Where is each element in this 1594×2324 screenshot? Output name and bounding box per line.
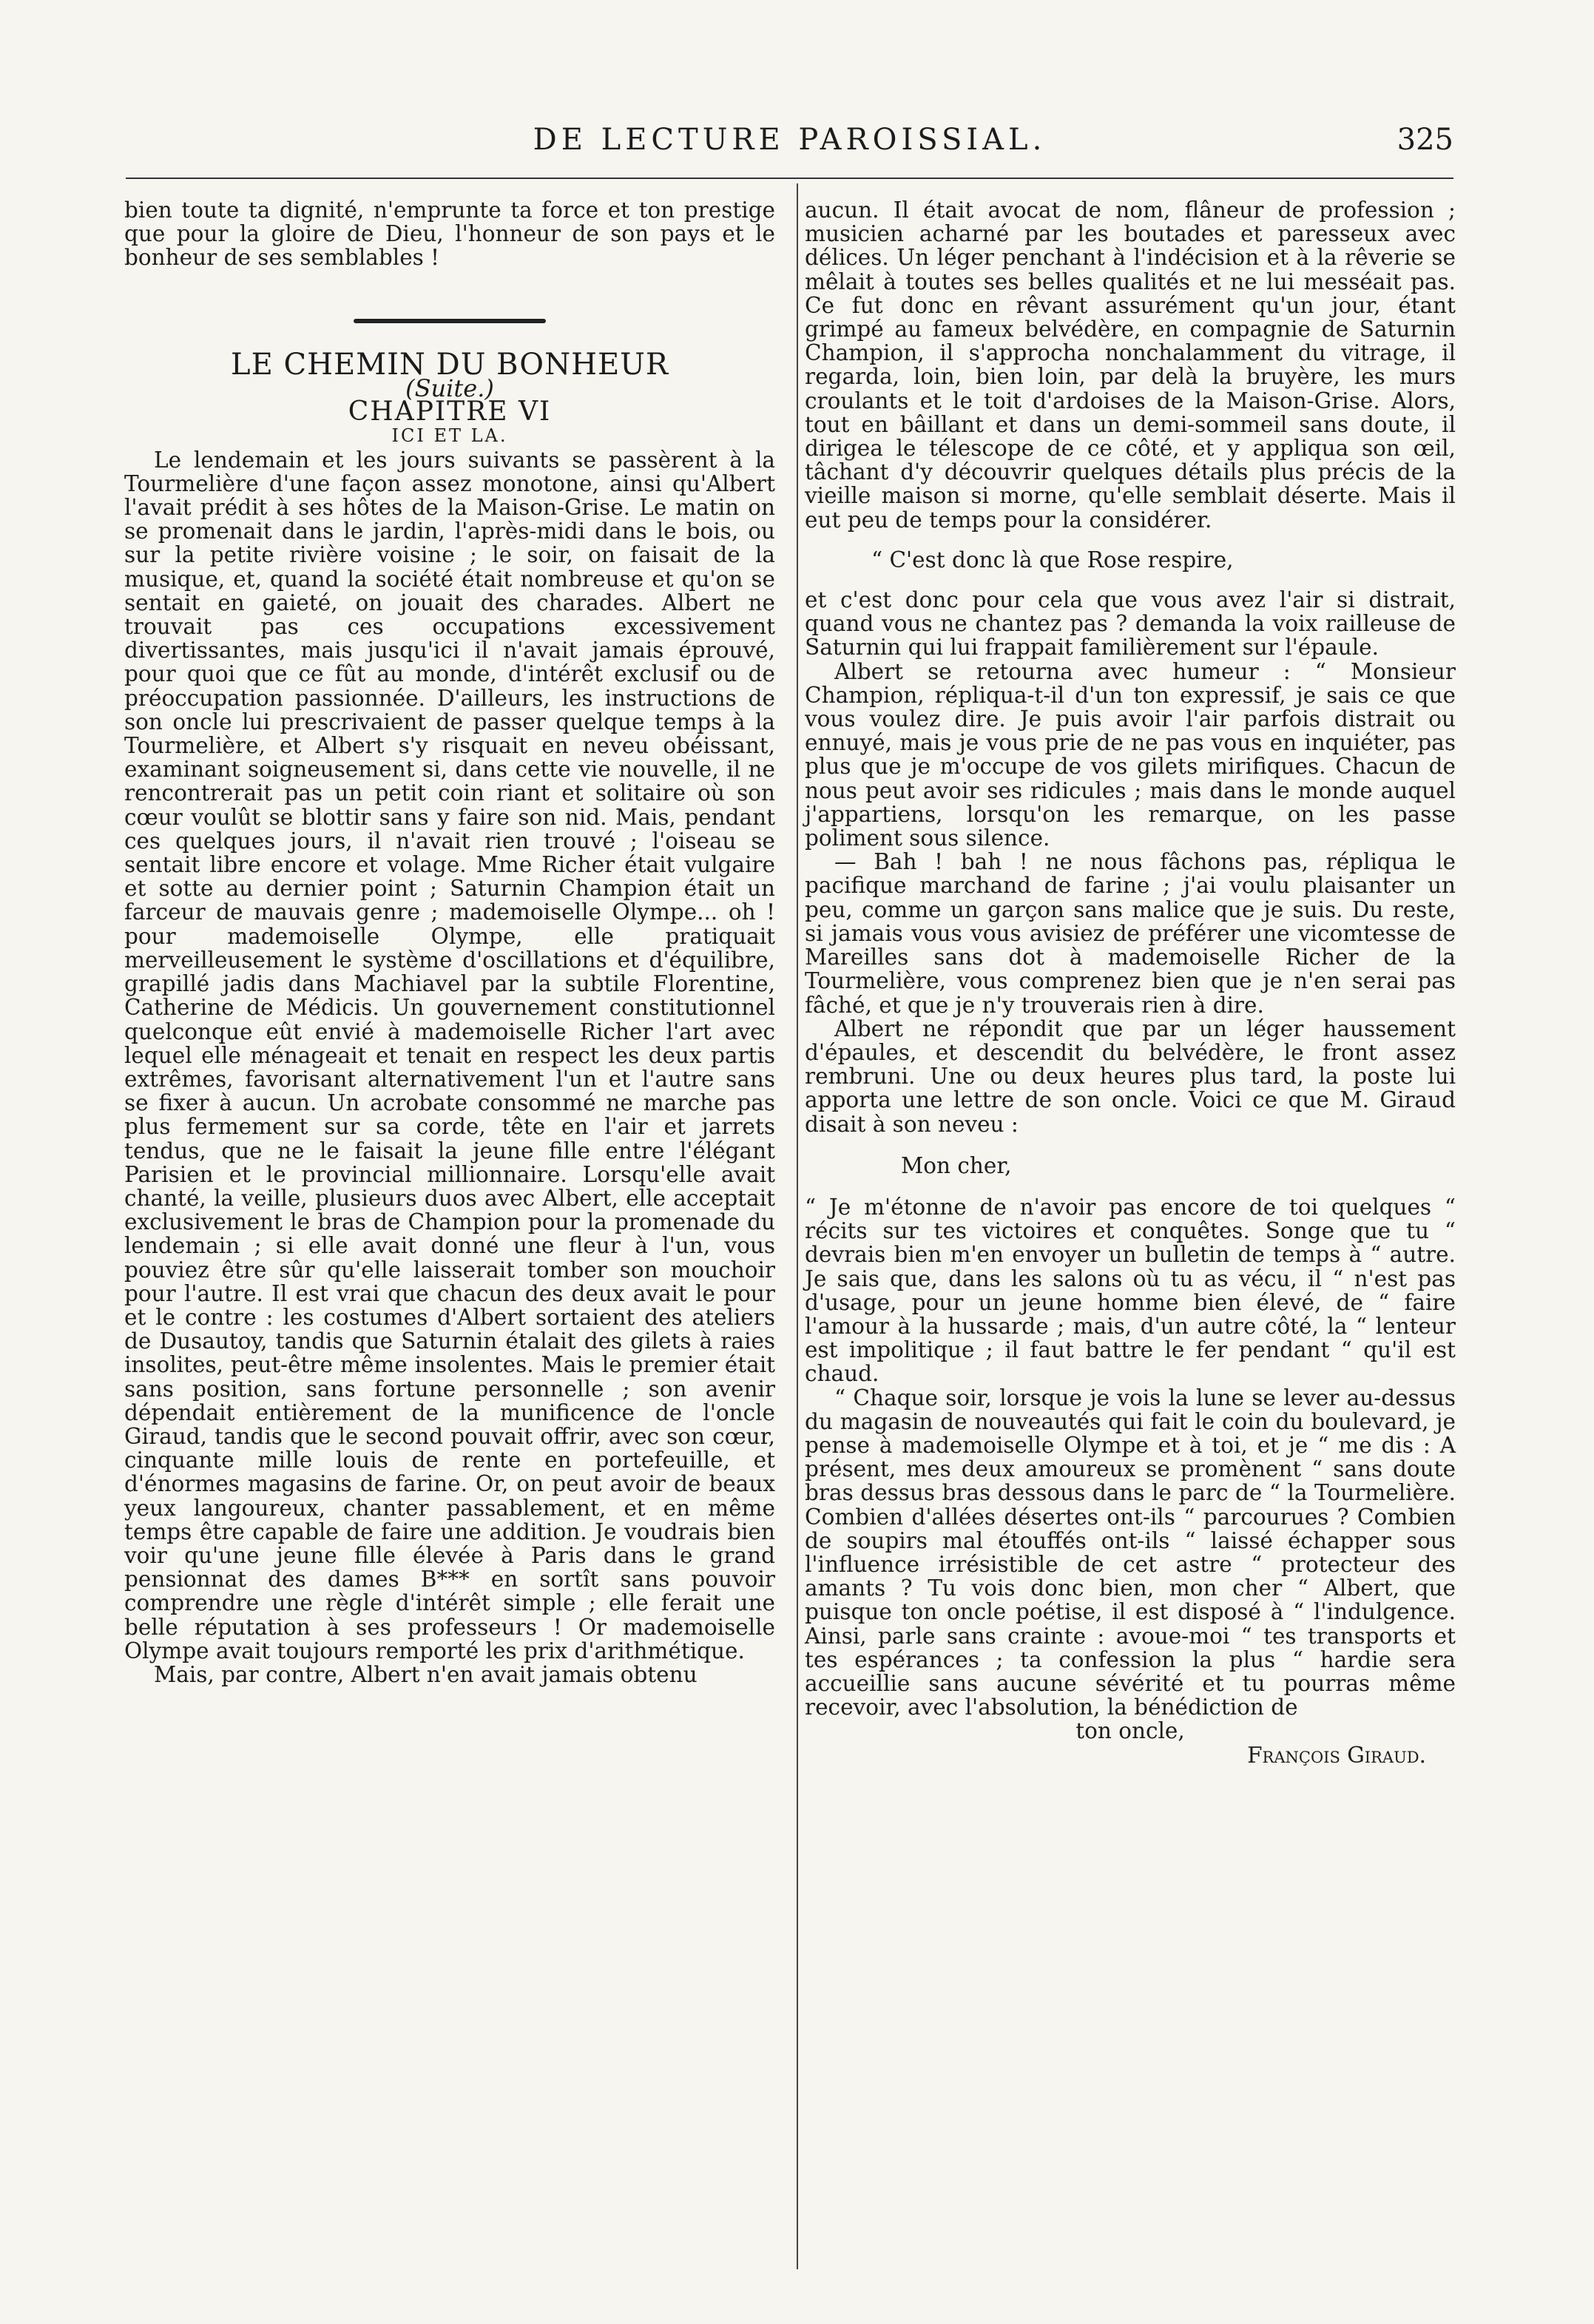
body-paragraph: Mais, par contre, Albert n'en avait jamais obtenu <box>154 1661 698 1687</box>
letter-paragraph: “ Je m'étonne de n'avoir pas encore de toi quelques “ récits sur tes victoires et conquêtes. Songe que tu “ devrais bien m'en envoyer un bulletin de temps à “ autre. Je sais que, dans les salons où tu as vécu, il “ n'est pas d'usage, pour un jeune homme bien élevé, de “ faire l'amour à la hussarde ; mais, d'un autre côté, la “ lenteur est impolitique ; il faut battre le fer pendant “ qu'il est chaud. <box>805 1194 1456 1387</box>
body-paragraph: Albert ne répondit que par un léger haussement d'épaules, et descendit du belvédère, le front assez rembruni. Une ou deux heures plus tard, la poste lui apporta une lettre de son oncle. Voici ce que M. Giraud disait à son neveu : <box>805 1016 1456 1137</box>
body-paragraph: Le lendemain et les jours suivants se passèrent à la Tourmelière d'une façon assez monotone, ainsi qu'Albert l'avait prédit à ses hôtes de la Maison-Grise. Le matin on se promenait dans le jardin, l'après-midi dans le bois, ou sur la petite rivière voisine ; le soir, on faisait de la musique, et, quand la société était nombreuse et qu'on se sentait en gaieté, on jouait des charades. Albert ne trouvait pas ces occupations excessivement divertissantes, mais jusqu'ici il n'avait jamais éprouvé, pour quoi que ce fût au monde, d'intérêt exclusif ou de préoccupation passionnée. D'ailleurs, les instructions de son oncle lui prescrivaient de passer quelque temps à la Tourmelière, et Albert s'y risquait en neveu obéissant, examinant soigneusement si, dans cette vie nouvelle, il ne rencontrerait pas un petit coin riant et solitaire où son cœur voulût se blottir sans y faire son nid. Mais, pendant ces quelques jours, il n'avait rien trouvé ; l'oiseau se sentait libre encore et volage. Mme Richer était vulgaire et sotte au dernier point ; Saturnin Champion était un farceur de mauvais genre ; mademoiselle Olympe... oh ! pour mademoiselle Olympe, elle pratiquait merveilleusement le système d'oscillations et d'équilibre, grapillé jadis dans Machiavel par la subtile Florentine, Catherine de Médicis. Un gouvernement constitutionnel quelconque eût envié à mademoiselle Richer l'art avec lequel elle ménageait et tenait en respect les deux partis extrêmes, favorisant alternativement l'un et l'autre sans se fixer à aucun. Un acrobate consommé ne marche pas plus fermement sur sa corde, tête en l'air et jarrets tendus, que ne le faisait la jeune fille entre l'élégant Parisien et le provincial millionnaire. Lorsqu'elle avait chanté, la veille, plusieurs duos avec Albert, elle acceptait exclusivement le bras de Champion pour la promenade du lendemain ; si elle avait donné une fleur à l'un, vous pouviez être sûr qu'elle laisserait tomber son mouchoir pour l'autre. Il est vrai que chacun des deux avait le pour et le contre : les costumes d'Albert sortaient des ateliers de Dusautoy, tandis que Saturnin étalait des gilets à raies insolites, peut-être même insolentes. Mais le premier était sans position, sans fortune personnelle ; son avenir dépendait entièrement de la munificence de l'oncle Giraud, tandis que le second pouvait offrir, avec son cœur, cinquante mille louis de rente en portefeuille, et d'énormes magasins de farine. Or, on peut avoir de beaux yeux langoureux, chanter passablement, et en même temps être capable de faire une addition. Je voudrais bien voir qu'une jeune fille élevée à Paris dans le grand pensionnat des dames B*** en sortît sans pouvoir comprendre une règle d'intérêt simple ; elle ferait une belle réputation à ses professeurs ! Or mademoiselle Olympe avait toujours remporté les prix d'arithmétique. <box>124 447 775 1663</box>
page-header <box>126 118 1453 163</box>
body-paragraph: Albert se retourna avec humeur : “ Monsieur Champion, répliqua-t-il d'un ton expressif, je sais ce que vous voulez dire. Je puis avoir l'air parfois distrait ou ennuyé, mais je vous prie de ne pas vous en inquiéter, pas plus que je m'occupe de vos gilets mirifiques. Chacun de nous peut avoir ses ridicules ; mais dans le monde auquel j'appartiens, lorsqu'on les remarque, on les passe poliment sous silence. <box>805 658 1456 851</box>
header-rule <box>126 178 1453 179</box>
suite-label: (Suite.) <box>405 374 494 403</box>
body-paragraph: — Bah ! bah ! ne nous fâchons pas, répliqua le pacifique marchand de farine ; j'ai voulu plaisanter un peu, comme un garçon sans malice que je suis. Du reste, si jamais vous vous avisiez de préférer une vicomtesse de Mareilles sans dot à mademoiselle Richer de la Tourmelière, vous comprenez bien que je n'en serai pas fâché, et que je n'y trouverais rien à dire. <box>805 849 1456 1018</box>
letter-paragraph: “ Chaque soir, lorsque je vois la lune se lever au-dessus du magasin de nouveautés qui fait le coin du boulevard, je pense à mademoiselle Olympe et à toi, et je “ me dis : A présent, mes deux amoureux se promènent “ sans doute bras dessus bras dessous dans le parc de “ la Tourmelière. Combien d'allées désertes ont-ils “ parcourues ? Combien de soupirs mal étouffés ont-ils “ laissé échapper sous l'influence irrésistible de cet astre “ protecteur des amants ? Tu vois donc bien, mon cher “ Albert, que puisque ton oncle poétise, il est disposé à “ l'indulgence. Ainsi, parle sans crainte : avoue-moi “ tes transports et tes espérances ; ta confession la plus “ hardie sera accueillie sans aucune sévérité et tu pourras même recevoir, avec l'absolution, la bénédiction de <box>805 1385 1456 1720</box>
intro-paragraph: bien toute ta dignité, n'emprunte ta force et ton prestige que pour la gloire de Dieu, l'honneur de son pays et le bonheur de ses semblables ! <box>124 197 775 271</box>
letter-closing: ton oncle, <box>1075 1718 1185 1744</box>
body-paragraph: et c'est donc pour cela que vous avez l'air si distrait, quand vous ne chantez pas ? demanda la voix railleuse de Saturnin qui lui frappait familièrement sur l'épaule. <box>805 587 1456 661</box>
page-number: 325 <box>1397 123 1453 157</box>
running-title: DE LECTURE PAROISSIAL. <box>533 123 1047 157</box>
column-divider <box>797 183 798 2269</box>
right-column <box>805 198 1456 1767</box>
section-ornament <box>124 304 775 328</box>
quoted-verse: “ C'est donc là que Rose respire, <box>871 547 1234 572</box>
story-title: LE CHEMIN DU BONHEUR <box>231 347 669 382</box>
chapter-subtitle: ICI ET LA. <box>391 425 508 447</box>
left-column <box>124 198 775 1686</box>
letter-salutation: Mon cher, <box>901 1152 1012 1178</box>
body-paragraph: aucun. Il était avocat de nom, flâneur de profession ; musicien acharné par les boutades et paresseux avec délices. Un léger penchant à l'indécision et à la rêverie se mêlait à toutes ses belles qualités et ne lui messéait pas. Ce fut donc en rêvant assurément qu'un jour, étant grimpé au fameux belvédère, en compagnie de Saturnin Champion, il s'approcha nonchalamment du vitrage, il regarda, loin, bien loin, par delà la bruyère, les murs croulants et le toit d'ardoises de la Maison-Grise. Alors, tout en bâillant et dans un demi-sommeil sans doute, il dirigea le télescope de ce côté, et y appliqua son œil, tâchant d'y découvrir quelques détails plus précis de la vieille maison si morne, qu'elle semblait déserte. Mais il eut peu de temps pour la considérer. <box>805 197 1456 533</box>
letter-signature: François Giraud. <box>1247 1742 1426 1768</box>
chapter-heading: CHAPITRE VI <box>348 396 552 428</box>
